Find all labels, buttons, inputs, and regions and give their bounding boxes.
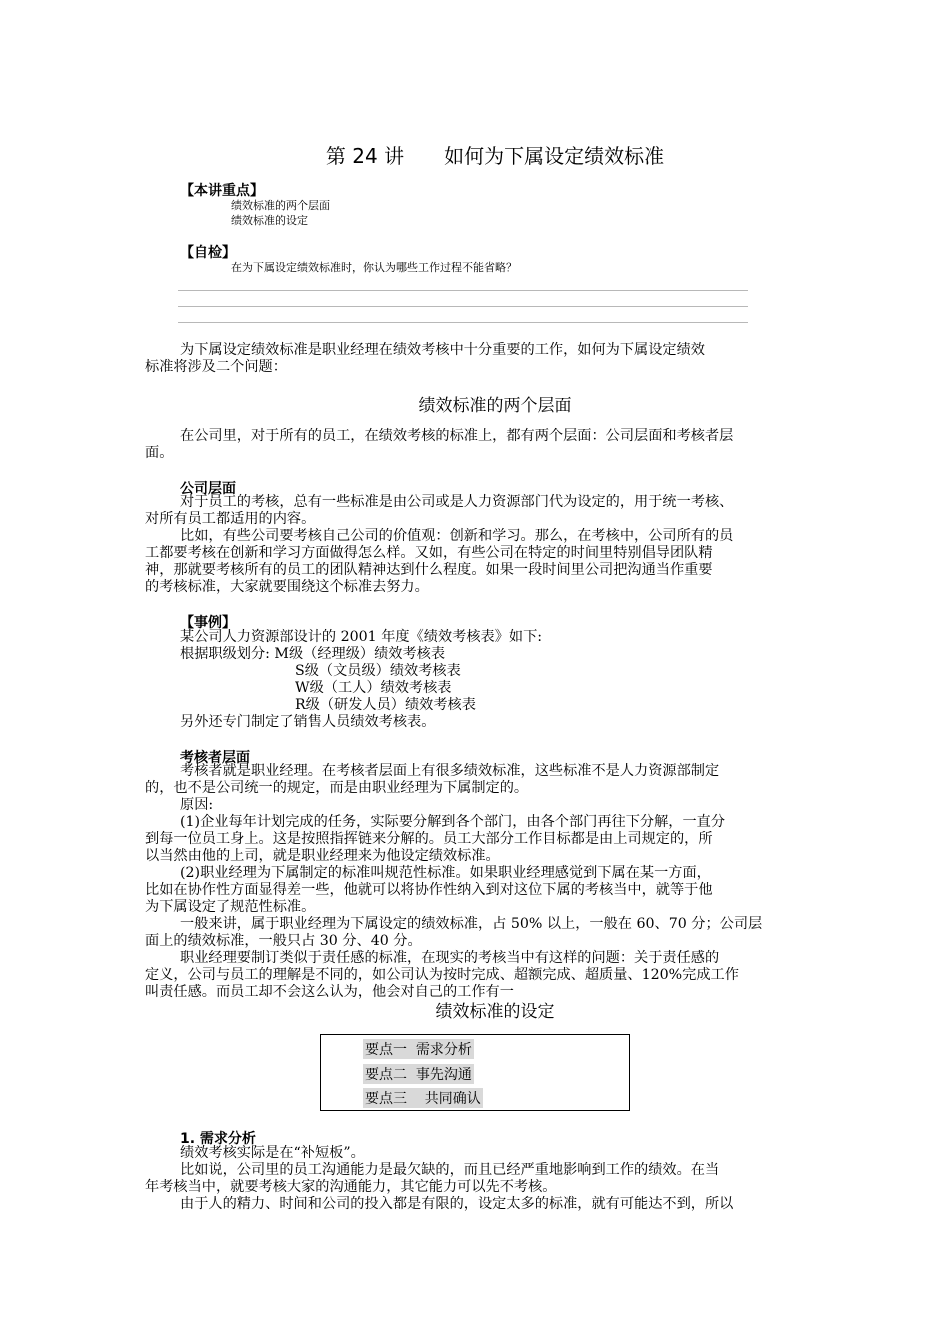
key-point-item: 要点一 需求分析 [363,1039,474,1059]
company-heading: 公司层面 [180,481,236,497]
assessor-line: 比如在协作性方面显得差一些，他就可以将协作性纳入到对这位下属的考核当中，就等于他 [145,882,713,898]
example-line: W级（工人）绩效考核表 [295,680,452,696]
section1-line: 面。 [145,445,174,461]
company-line: 工都要考核在创新和学习方面做得怎么样。又如，有些公司在特定的时间里特别倡导团队精 [145,545,713,561]
key-point-item: 要点二 事先沟通 [363,1064,474,1084]
answer-line [178,306,748,307]
example-line: S级（文员级）绩效考核表 [295,663,461,679]
assessor-line: 以当然由他的上司，就是职业经理来为他设定绩效标准。 [145,848,500,864]
assessor-line: 考核者就是职业经理。在考核者层面上有很多绩效标准，这些标准不是人力资源部制定 [180,763,720,779]
assessor-line: 原因: [180,797,214,813]
assessor-line: 到每一位员工身上。这是按照指挥链来分解的。员工大部分工作目标都是由上司规定的，所 [145,831,713,847]
example-label: 【事例】 [180,615,236,631]
focus-item: 绩效标准的设定 [231,214,308,227]
focus-label: 【本讲重点】 [180,183,264,199]
needs-line: 由于人的精力、时间和公司的投入都是有限的，设定太多的标准，就有可能达不到，所以 [180,1196,734,1212]
company-line: 比如，有些公司要考核自己公司的价值观：创新和学习。那么，在考核中，公司所有的员 [180,528,734,544]
intro-line: 标准将涉及二个问题： [145,359,287,375]
selfcheck-question: 在为下属设定绩效标准时，你认为哪些工作过程不能省略？ [231,261,517,274]
example-line: R级（研发人员）绩效考核表 [295,697,476,713]
section-heading: 绩效标准的设定 [435,1002,555,1022]
assessor-line: 一般来讲，属于职业经理为下属设定的绩效标准，占 50% 以上，一般在 60、70 分；公司层 [180,916,763,932]
assessor-line: 面上的绩效标准，一般只占 30 分、40 分。 [145,933,422,949]
page-title: 第 24 讲 如何为下属设定绩效标准 [325,144,665,168]
assessor-line: 职业经理要制订类似于责任感的标准，在现实的考核当中有这样的问题：关于责任感的 [180,950,720,966]
needs-line: 比如说，公司里的员工沟通能力是最欠缺的，而且已经严重地影响到工作的绩效。在当 [180,1162,720,1178]
example-line: 另外还专门制定了销售人员绩效考核表。 [180,714,436,730]
company-line: 神，那就要考核所有的员工的团队精神达到什么程度。如果一段时间里公司把沟通当作重要 [145,562,713,578]
section-heading: 绩效标准的两个层面 [418,396,572,416]
assessor-heading: 考核者层面 [180,750,250,766]
focus-item: 绩效标准的两个层面 [231,199,330,212]
needs-heading: 1. 需求分析 [180,1131,256,1147]
assessor-line: 为下属设定了规范性标准。 [145,899,316,915]
company-line: 对于员工的考核，总有一些标准是由公司或是人力资源部门代为设定的，用于统一考核、 [180,494,734,510]
section1-line: 在公司里，对于所有的员工，在绩效考核的标准上，都有两个层面：公司层面和考核者层 [180,428,734,444]
answer-line [178,322,748,323]
company-line: 对所有员工都适用的内容。 [145,511,316,527]
assessor-line: 定义，公司与员工的理解是不同的，如公司认为按时完成、超额完成、超质量、120%完成工作 [145,967,739,983]
intro-line: 为下属设定绩效标准是职业经理在绩效考核中十分重要的工作，如何为下属设定绩效 [180,342,705,358]
answer-line [178,290,748,291]
key-points-box [320,1034,630,1111]
company-line: 的考核标准，大家就要围绕这个标准去努力。 [145,579,429,595]
key-point-item: 要点三 共同确认 [363,1088,483,1108]
example-line: 某公司人力资源部设计的 2001 年度《绩效考核表》如下: [180,629,543,645]
selfcheck-label: 【自检】 [180,245,236,261]
assessor-line: (2)职业经理为下属制定的标准叫规范性标准。如果职业经理感觉到下属在某一方面， [180,865,711,881]
assessor-line: 叫责任感。而员工却不会这么认为，他会对自己的工作有一 [145,984,514,1000]
assessor-line: 的，也不是公司统一的规定，而是由职业经理为下属制定的。 [145,780,529,796]
assessor-line: (1)企业每年计划完成的任务，实际要分解到各个部门，由各个部门再往下分解，一直分 [180,814,726,830]
needs-line: 年考核当中，就要考核大家的沟通能力，其它能力可以先不考核。 [145,1179,557,1195]
needs-line: 绩效考核实际是在“补短板”。 [180,1145,365,1161]
example-line: 根据职级划分: M级（经理级）绩效考核表 [180,646,446,662]
